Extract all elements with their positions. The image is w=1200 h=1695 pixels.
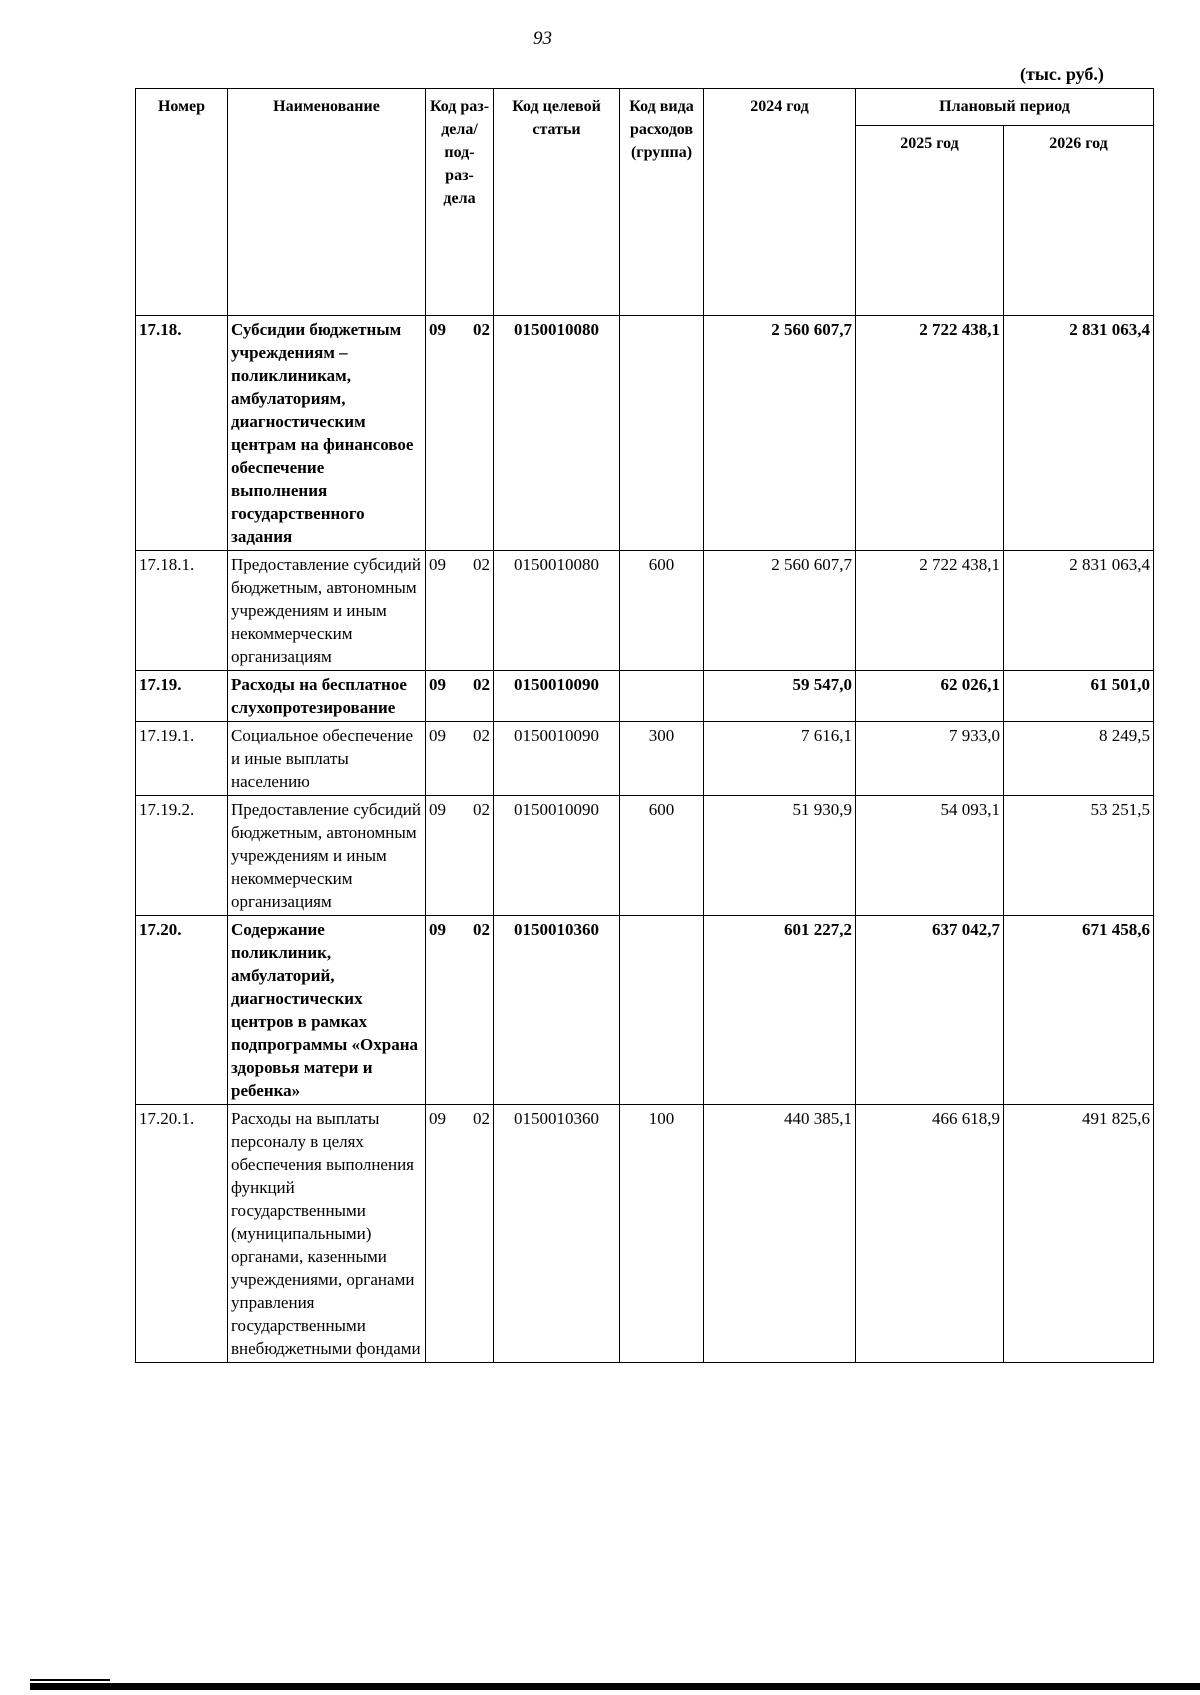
row-2024: 59 547,0: [704, 671, 856, 722]
row-target: 0150010080: [494, 316, 620, 551]
row-section: 09: [429, 800, 446, 819]
row-target: 0150010090: [494, 722, 620, 796]
row-subsection: 02: [473, 320, 490, 339]
row-expense-type: [620, 916, 704, 1105]
row-section: 09: [429, 320, 446, 339]
row-number: 17.18.1.: [136, 551, 228, 671]
budget-table: [135, 88, 1154, 1363]
row-2025: 54 093,1: [856, 796, 1004, 916]
table-row: [136, 916, 1154, 1105]
table-row: [136, 316, 1154, 551]
row-name: Содержание поликлиник, амбулаторий, диагностических центров в рамках подпрограммы «Охрана здоровья матери и ребенка»: [228, 916, 426, 1105]
row-number: 17.19.2.: [136, 796, 228, 916]
row-subsection: 02: [473, 800, 490, 819]
bottom-rule-thin: [30, 1679, 110, 1681]
row-2024: 440 385,1: [704, 1105, 856, 1363]
row-name: Субсидии бюджетным учреждениям – поликлиникам, амбулаториям, диагностическим центрам на финансовое обеспечение выполнения государственного задания: [228, 316, 426, 551]
header-section: Код раз- дела/ под- раз- дела: [426, 89, 494, 316]
row-expense-type: [620, 671, 704, 722]
row-name: Предоставление субсидий бюджетным, автономным учреждениям и иным некоммерческим организациям: [228, 551, 426, 671]
header-expense-type: Код вида расходов (группа): [620, 89, 704, 316]
row-expense-type: [620, 316, 704, 551]
row-2024: 601 227,2: [704, 916, 856, 1105]
table-row: [136, 671, 1154, 722]
row-2026: 8 249,5: [1004, 722, 1154, 796]
table-body: [136, 316, 1154, 1363]
row-2026: 53 251,5: [1004, 796, 1154, 916]
row-number: 17.19.1.: [136, 722, 228, 796]
row-target: 0150010080: [494, 551, 620, 671]
table-row: [136, 551, 1154, 671]
row-target: 0150010090: [494, 796, 620, 916]
row-2024: 2 560 607,7: [704, 316, 856, 551]
row-2026: 671 458,6: [1004, 916, 1154, 1105]
row-section: 09: [429, 1109, 446, 1128]
row-2026: 491 825,6: [1004, 1105, 1154, 1363]
row-2024: 2 560 607,7: [704, 551, 856, 671]
row-section-cell: [426, 796, 494, 916]
header-planned-period: Плановый период: [856, 89, 1154, 126]
row-section-cell: [426, 316, 494, 551]
row-name: Социальное обеспечение и иные выплаты населению: [228, 722, 426, 796]
row-section-cell: [426, 671, 494, 722]
row-2024: 51 930,9: [704, 796, 856, 916]
table-row: [136, 722, 1154, 796]
row-number: 17.20.: [136, 916, 228, 1105]
bottom-rule: [30, 1683, 1200, 1690]
header-target: Код целевой статьи: [494, 89, 620, 316]
header-number: Номер: [136, 89, 228, 316]
row-expense-type: 600: [620, 796, 704, 916]
row-section: 09: [429, 726, 446, 745]
header-2025: 2025 год: [856, 126, 1004, 316]
header-2024: 2024 год: [704, 89, 856, 316]
row-name: Расходы на выплаты персоналу в целях обеспечения выполнения функций государственными (муниципальными) органами, казенными учреждениями, органами управления государственными внебюджетными фондами: [228, 1105, 426, 1363]
table-row: [136, 1105, 1154, 1363]
row-name: Предоставление субсидий бюджетным, автономным учреждениям и иным некоммерческим организациям: [228, 796, 426, 916]
header-row-1: [136, 89, 1154, 126]
row-target: 0150010360: [494, 1105, 620, 1363]
row-number: 17.19.: [136, 671, 228, 722]
row-subsection: 02: [473, 675, 490, 694]
row-2024: 7 616,1: [704, 722, 856, 796]
row-2025: 62 026,1: [856, 671, 1004, 722]
row-expense-type: 300: [620, 722, 704, 796]
row-section-cell: [426, 722, 494, 796]
row-2025: 466 618,9: [856, 1105, 1004, 1363]
page-number: 93: [533, 28, 552, 49]
row-subsection: 02: [473, 920, 490, 939]
row-name: Расходы на бесплатное слухопротезирование: [228, 671, 426, 722]
header-2026: 2026 год: [1004, 126, 1154, 316]
row-target: 0150010090: [494, 671, 620, 722]
row-2026: 61 501,0: [1004, 671, 1154, 722]
row-section-cell: [426, 1105, 494, 1363]
row-target: 0150010360: [494, 916, 620, 1105]
row-2026: 2 831 063,4: [1004, 316, 1154, 551]
row-section: 09: [429, 920, 446, 939]
row-2025: 637 042,7: [856, 916, 1004, 1105]
row-subsection: 02: [473, 726, 490, 745]
row-2025: 2 722 438,1: [856, 316, 1004, 551]
row-2025: 2 722 438,1: [856, 551, 1004, 671]
row-subsection: 02: [473, 1109, 490, 1128]
table-row: [136, 796, 1154, 916]
header-name: Наименование: [228, 89, 426, 316]
row-number: 17.20.1.: [136, 1105, 228, 1363]
row-2026: 2 831 063,4: [1004, 551, 1154, 671]
row-number: 17.18.: [136, 316, 228, 551]
row-section-cell: [426, 916, 494, 1105]
row-expense-type: 600: [620, 551, 704, 671]
row-section-cell: [426, 551, 494, 671]
row-subsection: 02: [473, 555, 490, 574]
row-section: 09: [429, 555, 446, 574]
row-2025: 7 933,0: [856, 722, 1004, 796]
row-section: 09: [429, 675, 446, 694]
row-expense-type: 100: [620, 1105, 704, 1363]
units-label: (тыс. руб.): [1020, 64, 1104, 84]
